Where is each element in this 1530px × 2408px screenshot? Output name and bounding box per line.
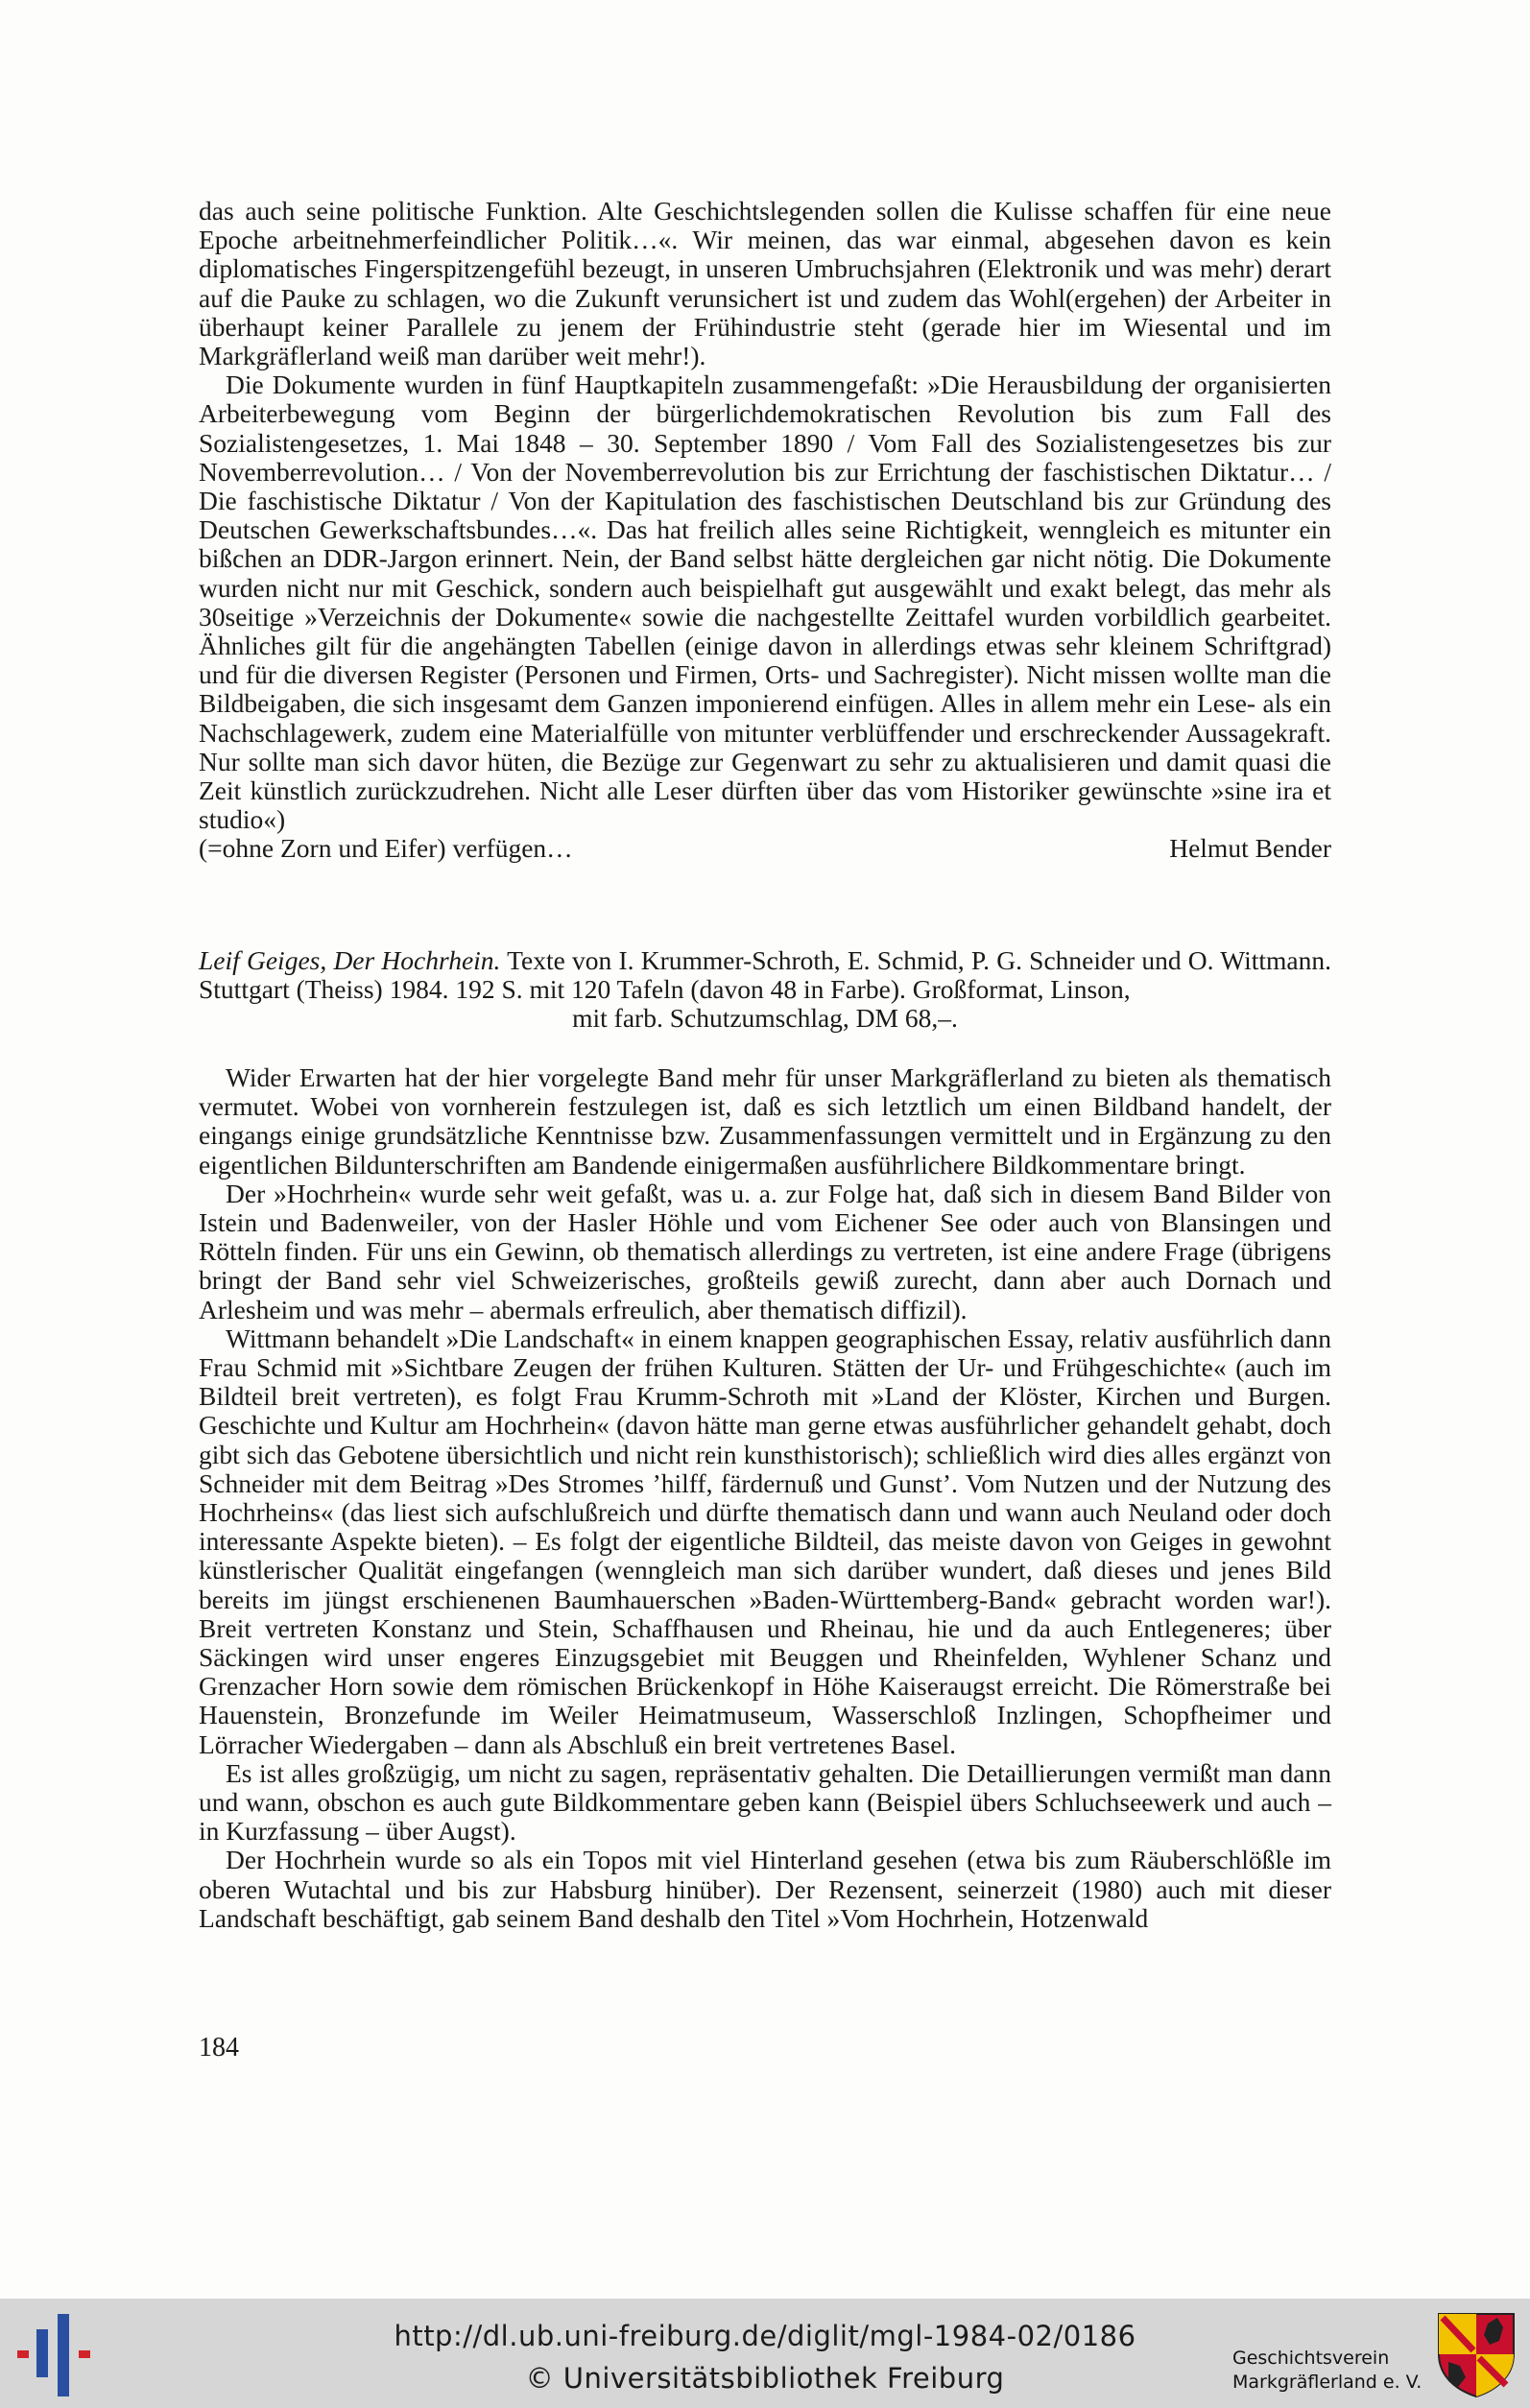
paragraph: das auch seine politische Funktion. Alte Geschichtslegenden sollen die Kulisse schaffen für eine neue Epoche arbeitnehmerfeindlicher Politik…«. Wir meinen, das war einmal, abgesehen davon es kein diplomatisches Fingerspitzengefühl bezeugt, in unseren Umbruchsjahren (Elektronik und was mehr) derart auf die Pauke zu schlagen, wo die Zukunft verunsichert ist und zudem das Wohl(ergehen) der Arbeiter in überhaupt keiner Parallele zu jenem der Frühindustrie steht (gerade hier im Wiesental und im Markgräflerland weiß man darüber weit mehr!). (199, 196, 1331, 371)
closing-text: (=ohne Zorn und Eifer) verfügen… (199, 833, 573, 864)
paragraph: Wider Erwarten hat der hier vorgelegte Band mehr für unser Markgräflerland zu bieten als thematisch vermutet. Wobei von vornherein festzulegen ist, daß es sich letztlich um einen Bildband handelt, der eingangs einige grundsätzliche Kenntnisse bzw. Zusammenfassungen vermittelt und in Ergänzung zu den eigentlichen Bildunterschriften am Bandende einigermaßen ausführlichere Bildkommentare bringt. (199, 1062, 1331, 1180)
org-line-1: Geschichtsverein (1232, 2348, 1390, 2369)
page-number: 184 (199, 2033, 239, 2062)
previous-review-text (199, 197, 1331, 864)
viewer-footer (0, 2299, 1530, 2408)
paragraph: Der »Hochrhein« wurde sehr weit gefaßt, was u. a. zur Folge hat, daß sich in diesem Band Bilder von Istein und Badenweiler, von der Hasler Höhle und vom Eichener See oder auch von Blansingen und Rötteln finden. Für uns ein Gewinn, ob thematisch allerdings zu vertreten, ist eine andere Frage (übrigens bringt der Band sehr viel Schweizerisches, großteils gewiß zurecht, dann aber auch Dornach und Arlesheim und was mehr – abermals erfreulich, aber thematisch diffizil). (199, 1178, 1331, 1324)
closing-line (199, 834, 1331, 863)
coat-of-arms-icon (1435, 2310, 1518, 2398)
book-details-last: mit farb. Schutzumschlag, DM 68,–. (572, 1003, 958, 1034)
book-author-title: Leif Geiges, Der Hochrhein. (199, 945, 501, 975)
paragraph: Es ist alles großzügig, um nicht zu sagen, repräsentativ gehalten. Die Detaillierungen vermißt man dann und wann, obschon es auch gute Bildkommentare geben kann (Beispiel übers Schluchseewerk und auch – in Kurzfassung – über Augst). (199, 1757, 1331, 1847)
paragraph: Der Hochrhein wurde so als ein Topos mit viel Hinterland gesehen (etwa bis zum Räuberschlößle im oberen Wutachtal und bis zur Habsburg hinüber). Der Rezensent, seinerzeit (1980) auch mit dieser Landschaft beschäftigt, gab seinem Band deshalb den Titel »Vom Hochrhein, Hotzenwald (199, 1845, 1331, 1933)
copyright-text: © Universitätsbibliothek Freiburg (525, 2362, 1005, 2395)
paragraph: Die Dokumente wurden in fünf Hauptkapiteln zusammengefaßt: »Die Herausbildung der organisierten Arbeiterbewegung vom Beginn der bürgerlichdemokratischen Revolution bis zum Fall des Sozialistengesetzes, 1. Mai 1848 – 30. September 1890 / Vom Fall des Sozialistengesetzes bis zur Novemberrevolution… / Von der Novemberrevolution bis zur Errichtung der faschistischen Diktatur… / Die faschistische Diktatur / Von der Kapitulation des faschistischen Deutschland bis zur Gründung des Deutschen Gewerkschaftsbundes…«. Das hat freilich alles seine Richtigkeit, wenngleich es mitunter ein bißchen an DDR-Jargon erinnert. Nein, der Band selbst hätte dergleichen gar nicht nötig. Die Dokumente wurden nicht nur mit Geschick, sondern auch beispielhaft gut ausgewählt und exakt belegt, das mehr als 30seitige »Verzeichnis der Dokumente« sowie die nachgestellte Zeittafel wurden vorbildlich gearbeitet. Ähnliches gilt für die angehängten Tabellen (einige davon in allerdings etwas sehr kleinem Schriftgrad) und für die diversen Register (Personen und Firmen, Orts- und Sachregister). Nicht missen wollte man die Bildbeigaben, die sich insgesamt dem Ganzen imponierend einfügen. Alles in allem mehr ein Lese- als ein Nachschlagewerk, zudem eine Materialfülle von mitunter verblüffender und erschreckender Aussagekraft. Nur sollte man sich davor hüten, die Bezüge zur Gegenwart zu sehr zu aktualisieren und damit quasi die Zeit künstlich zurückzudrehen. Nicht alle Leser dürften über das vom Historiker gewünschte »sine ira et studio«) (199, 370, 1331, 835)
review-body (199, 1063, 1331, 1933)
org-line-2: Markgräflerland e. V. (1232, 2372, 1422, 2393)
reviewer-signature: Helmut Bender (1169, 833, 1331, 864)
organization-name (1232, 2347, 1422, 2395)
review-heading (199, 946, 1331, 1034)
paragraph: Wittmann behandelt »Die Landschaft« in einem knappen geographischen Essay, relativ ausführlich dann Frau Schmid mit »Sichtbare Zeugen der frühen Kulturen. Stätten der Ur- und Frühgeschichte« (auch im Bildteil breit vertreten), es folgt Frau Krumm-Schroth mit »Land der Klöster, Kirchen und Burgen. Geschichte und Kultur am Hochrhein« (davon hätte man gerne etwas ausführlicher gehandelt gehabt, doch gibt sich das Gebotene übersichtlich und nicht rein kunsthistorisch); schließlich wird dies alles ergänzt von Schneider mit dem Beitrag »Des Stromes ’hilff, färdernuß und Gunst’. Vom Nutzen und der Nutzung des Hochrheins« (das liest sich aufschlußreich und dürfte thematisch dann und wann auch Neuland oder doch interessante Aspekte bieten). – Es folgt der eigentliche Bildteil, das meiste davon von Geiges in gewohnt künstlerischer Qualität eingefangen (wenngleich man sich darüber wundert, daß dieses und jenes Bild bereits im jüngst erschienenen Baumhauerschen »Baden-Württemberg-Band« gebracht worden war!). Breit vertreten Konstanz und Stein, Schaffhausen und Rheinau, hie und da auch Entlegeneres; über Säckingen wird unser engeres Einzugsgebiet mit Beuggen und Rheinfelden, Wyhlener Schanz und Grenzacher Horn sowie dem römischen Brückenkopf in Höhe Kaiseraugst erreicht. Die Römerstraße bei Hauenstein, Bronzefunde im Weiler Heimatmuseum, Wasserschloß Inzlingen, Schopfheimer und Lörracher Wiedergaben – dann als Abschluß ein breit vertretenes Basel. (199, 1323, 1331, 1759)
book-details: Texte von I. Krummer-Schroth, E. Schmid, P. G. Schneider und O. Wittmann. Stuttgart (Theiss) 1984. 192 S. mit 120 Tafeln (davon 48 in Farbe). Großformat, Linson, (199, 945, 1331, 1005)
document-url-link[interactable]: http://dl.ub.uni-freiburg.de/diglit/mgl-1984-02/0186 (394, 2320, 1136, 2352)
